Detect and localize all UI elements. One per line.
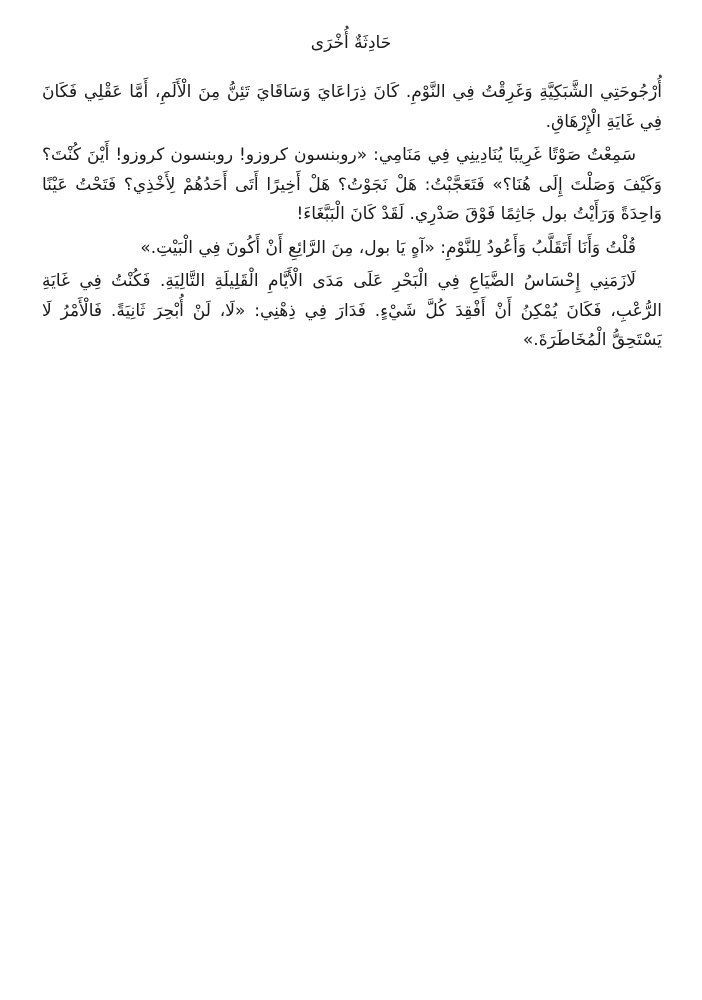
paragraph-3: قُلْتُ وَأَنَا أَتَقَلَّبُ وَأَعُودُ لِلنَّوْمِ: «آهٍ يَا بول، مِنَ الرَّائِعِ أَنْ أَكُونَ فِي الْبَيْتِ.» xyxy=(140,237,636,258)
paragraph-2: سَمِعْتُ صَوْتًا غَرِيبًا يُنَادِينِي فِي مَنَامِي: «روبنسون كروزو! روبنسون كروزو! أَيْنَ كُنْتَ؟ وَكَيْفَ وَصَلْتَ إِلَى هُنَا؟» فَتَعَجَّبْتُ: هَلْ نَجَوْتُ؟ هَلْ أَخِيرًا أَتَى أَحَدُهُمْ لِأَخْذِي؟ فَتَحْتُ عَيْنًا وَاحِدَةً وَرَأَيْتُ بول جَاثِمًا فَوْقَ صَدْرِي. لَقَدْ كَانَ الْبَبَّغَاءَ! xyxy=(42,145,662,224)
paragraph-4: لَازَمَنِي إِحْسَاسُ الضَّيَاعِ فِي الْبَحْرِ عَلَى مَدَى الْأَيَّامِ الْقَلِيلَةِ التَّالِيَةِ. فَكُنْتُ فِي غَايَةِ الرُّعْبِ، فَكَانَ يُمْكِنُ أَنْ أَفْقِدَ كُلَّ شَيْءٍ. فَدَارَ فِي ذِهْنِي: «لَا، لَنْ أُبْحِرَ ثَانِيَةً. فَالْأَمْرُ لَا يَسْتَحِقُّ الْمُخَاطَرَةَ.» xyxy=(42,271,662,350)
body-text xyxy=(42,78,662,360)
chapter-title: حَادِثَةٌ أُخْرَى xyxy=(310,33,392,53)
paragraph-1: أُرْجُوحَتِي الشَّبَكِيَّةِ وَغَرِقْتُ فِي النَّوْمِ. كَانَ ذِرَاعَايَ وَسَاقَايَ تَئِنُّ مِنَ الْأَلَمِ، أَمَّا عَقْلِي فَكَانَ فِي غَايَةِ الْإِرْهَاقِ. xyxy=(42,82,662,132)
